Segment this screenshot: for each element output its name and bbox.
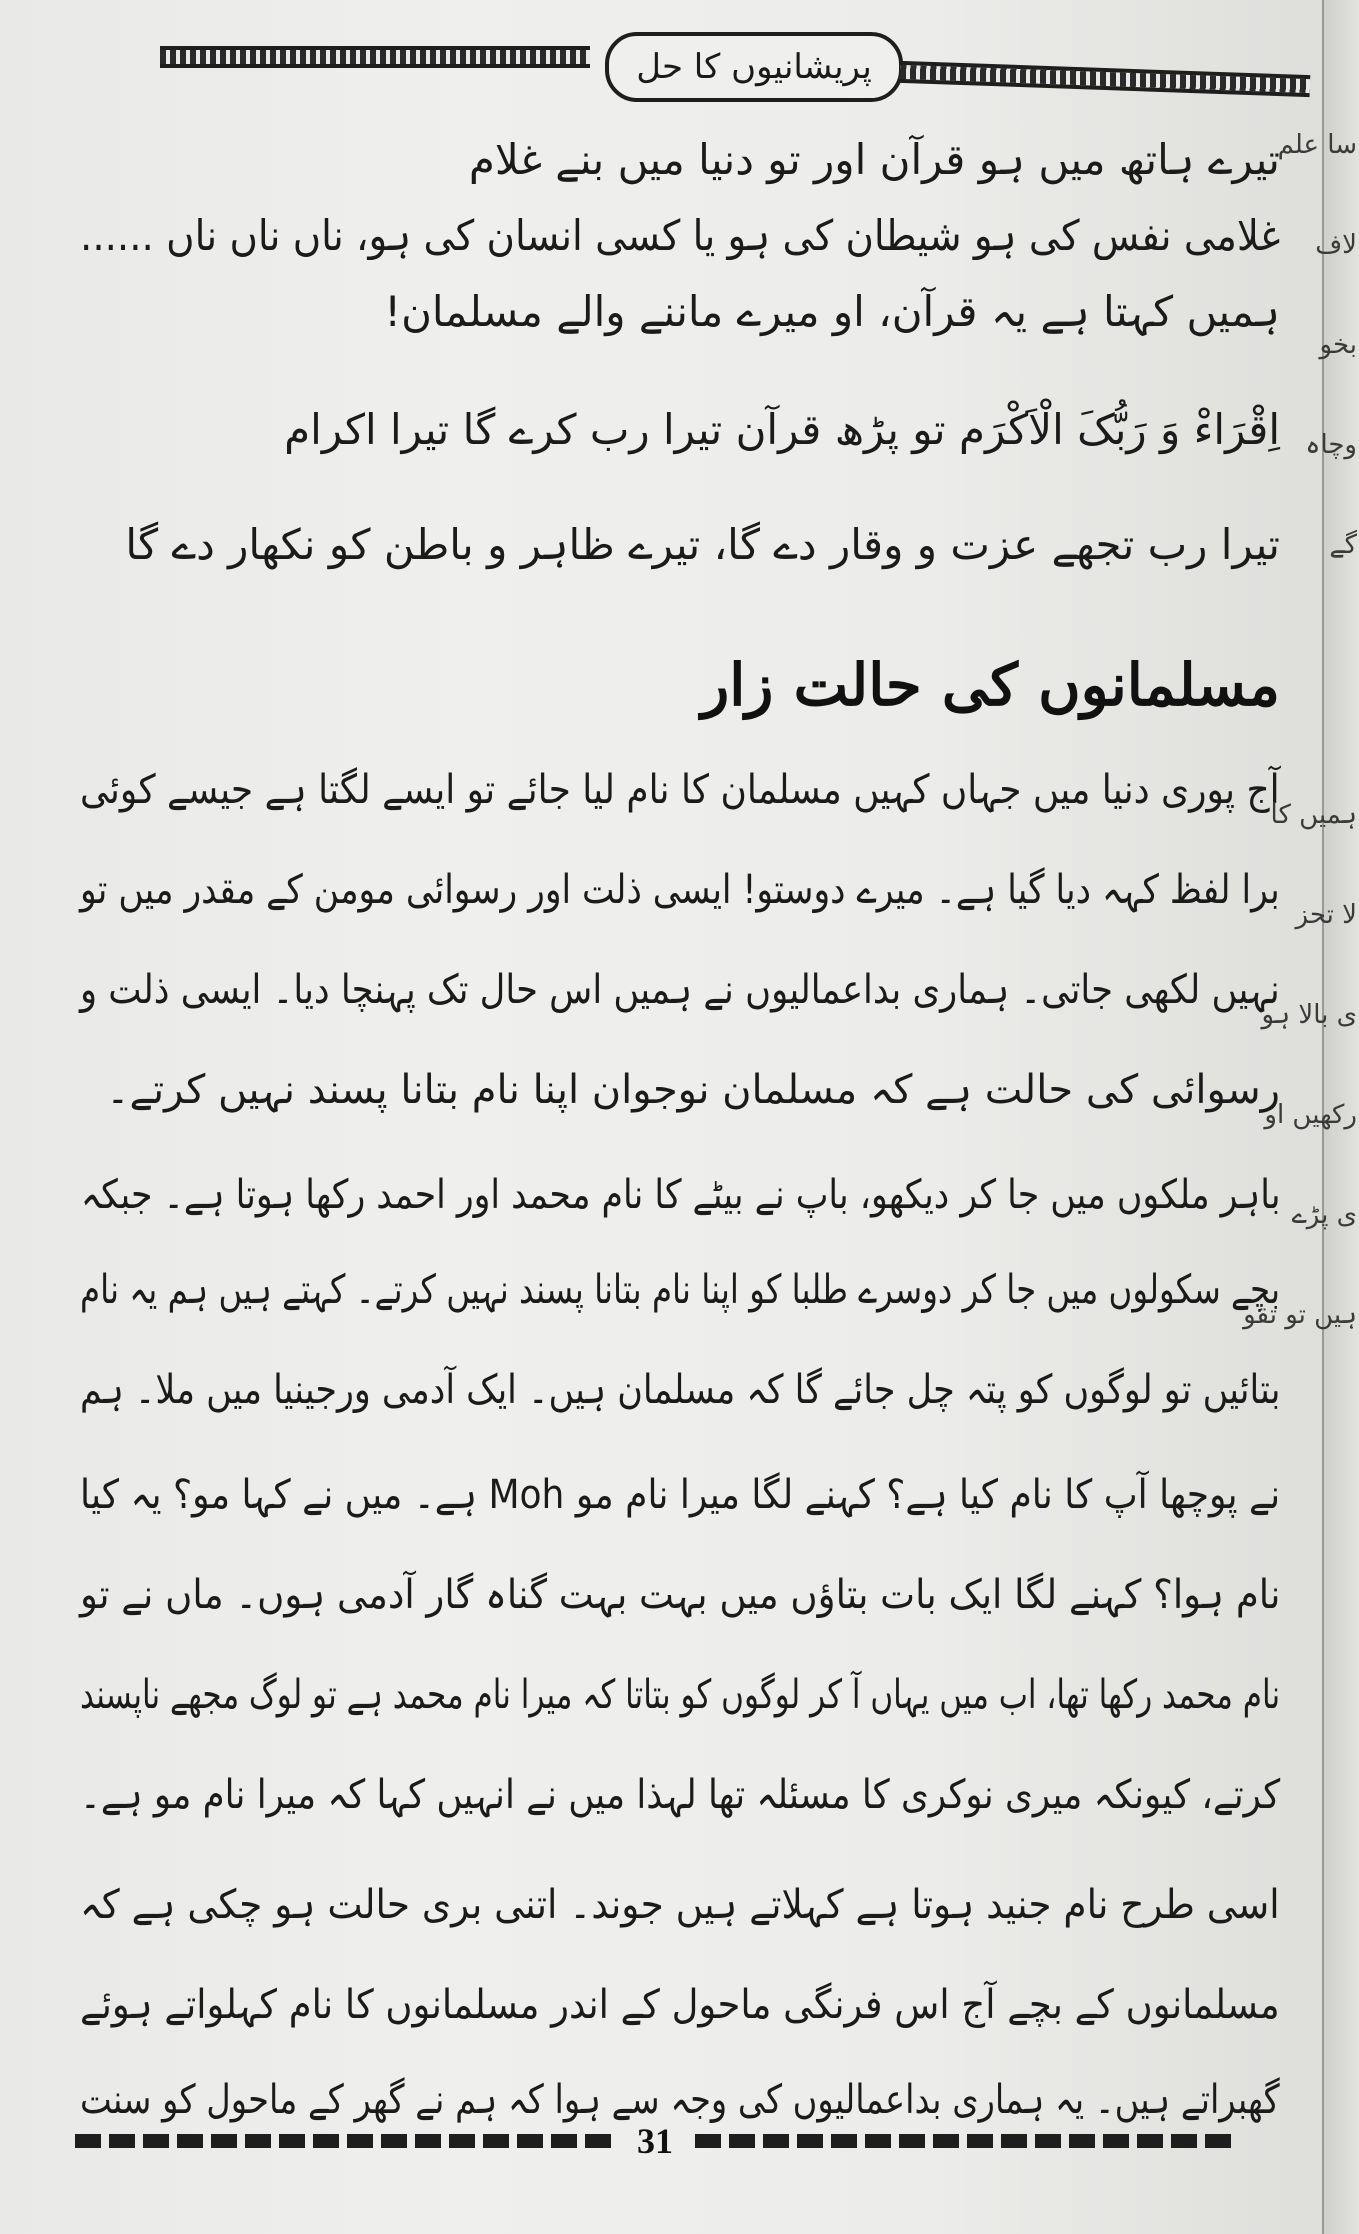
- adjacent-page-text: ہمیں کا: [1270, 800, 1357, 830]
- paragraph-line: گھبراتے ہیں۔ یہ ہماری بداعمالیوں کی وجہ سے ہوا کہ ہم نے گھر کے ماحول کو سنت: [80, 2077, 1280, 2123]
- paragraph-line: برا لفظ کہہ دیا گیا ہے۔ میرے دوستو! ایسی ذلت اور رسوائی مومن کے مقدر میں تو: [80, 867, 1280, 913]
- page-footer: [75, 2120, 1235, 2160]
- poem-line: غلامی نفس کی ہو شیطان کی ہو یا کسی انسان کی ہو، ناں ناں ناں ......: [79, 211, 1280, 260]
- adjacent-page-text: لا تحز: [1295, 900, 1357, 930]
- section-heading: مسلمانوں کی حالت زار: [701, 651, 1280, 719]
- running-title: پریشانیوں کا حل: [605, 32, 903, 102]
- poem-line: تیرا رب تجھے عزت و وقار دے گا، تیرے ظاہر و باطن کو نکھار دے گا: [125, 520, 1280, 569]
- adjacent-page-text: ی بالا ہو: [1261, 1000, 1357, 1030]
- paragraph-line: باہر ملکوں میں جا کر دیکھو، باپ نے بیٹے کا نام محمد اور احمد رکھا ہوتا ہے۔ جبکہ: [80, 1172, 1280, 1218]
- paragraph-line: نام محمد رکھا تھا، اب میں یہاں آ کر لوگوں کو بتاتا کہ میرا نام محمد ہے تو لوگ مجھے ناپسند: [79, 1672, 1280, 1718]
- adjacent-page-text: بخو: [1319, 330, 1357, 360]
- paragraph-line: آج پوری دنیا میں جہاں کہیں مسلمان کا نام لیا جائے تو ایسے لگتا ہے جیسے کوئی: [80, 767, 1280, 813]
- footer-ornament-left: [75, 2134, 615, 2148]
- header-ornament-right: [900, 61, 1311, 97]
- poem-line: اِقْرَاءْ وَ رَبُّکَ الْاَکْرَم تو پڑھ قرآن تیرا رب کرے گا تیرا اکرام: [284, 405, 1280, 454]
- adjacent-page-text: سا علم: [1277, 130, 1357, 160]
- paragraph-line: بتائیں تو لوگوں کو پتہ چل جائے گا کہ مسلمان ہیں۔ ایک آدمی ورجینیا میں ملا۔ ہم: [79, 1367, 1280, 1413]
- adjacent-page-text: وچاہ: [1305, 430, 1357, 460]
- footer-ornament-right: [695, 2134, 1235, 2148]
- header-ornament-left: [160, 46, 590, 68]
- paragraph-line: اسی طرح نام جنید ہوتا ہے کہلاتے ہیں جوند۔ اتنی بری حالت ہو چکی ہے کہ: [80, 1882, 1280, 1928]
- adjacent-page-text: رکھیں او: [1264, 1100, 1357, 1130]
- page-number: 31: [637, 2121, 673, 2161]
- adjacent-page-text: گے: [1329, 530, 1357, 560]
- paragraph-line: کرتے، کیونکہ میری نوکری کا مسئلہ تھا لہذا میں نے انہیں کہا کہ میرا نام مو ہے۔: [79, 1772, 1280, 1818]
- adjacent-page-text: ی پڑے: [1291, 1200, 1357, 1230]
- page-header: [160, 28, 1310, 108]
- poem-line: تیرے ہاتھ میں ہو قرآن اور تو دنیا میں بنے غلام: [468, 135, 1280, 184]
- adjacent-page-text: لاف: [1315, 230, 1357, 260]
- paragraph-line: مسلمانوں کے بچے آج اس فرنگی ماحول کے اندر مسلمانوں کا نام کہلواتے ہوئے: [80, 1982, 1280, 2028]
- paragraph-line: رسوائی کی حالت ہے کہ مسلمان نوجوان اپنا نام بتانا پسند نہیں کرتے۔: [106, 1067, 1280, 1113]
- paragraph-line: بچے سکولوں میں جا کر دوسرے طلبا کو اپنا نام بتانا پسند نہیں کرتے۔ کہتے ہیں ہم یہ نام: [80, 1267, 1280, 1313]
- paragraph-line: نے پوچھا آپ کا نام کیا ہے؟ کہنے لگا میرا نام مو Moh ہے۔ میں نے کہا مو؟ یہ کیا: [79, 1472, 1280, 1518]
- adjacent-page-edge: [1243, 0, 1359, 2234]
- paragraph-line: نام ہوا؟ کہنے لگا ایک بات بتاؤں میں بہت بہت گناہ گار آدمی ہوں۔ ماں نے تو: [79, 1572, 1280, 1618]
- poem-line: ہمیں کہتا ہے یہ قرآن، او میرے ماننے والے مسلمان!: [384, 287, 1280, 336]
- paragraph-line: نہیں لکھی جاتی۔ ہماری بداعمالیوں نے ہمیں اس حال تک پہنچا دیا۔ ایسی ذلت و: [80, 967, 1280, 1013]
- adjacent-page-text: ہیں تو تقو: [1243, 1300, 1357, 1330]
